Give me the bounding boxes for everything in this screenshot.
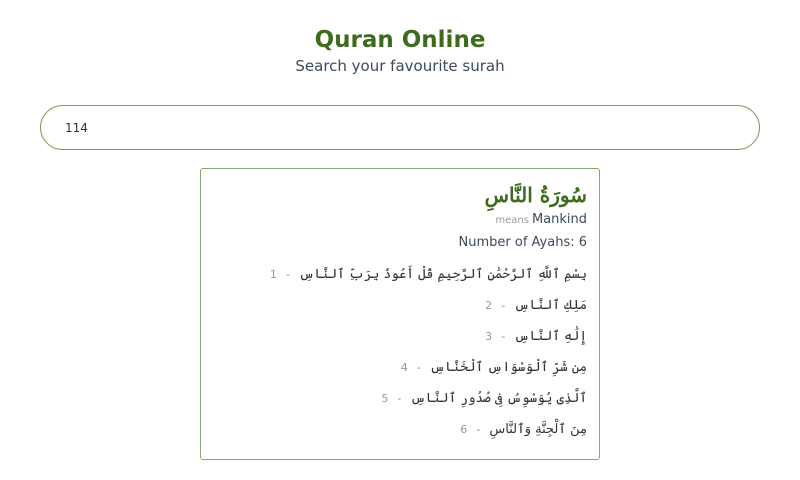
ayah-count: Number of Ayahs: 6 bbox=[458, 235, 587, 250]
ayah-number: 3 bbox=[485, 330, 493, 343]
ayah-item bbox=[213, 355, 587, 386]
ayah-item bbox=[213, 262, 587, 293]
surah-meaning: Mankind bbox=[531, 212, 587, 227]
means-label: means bbox=[495, 215, 529, 226]
ayah-separator: - bbox=[476, 423, 481, 436]
app-subtitle: Search your favourite surah bbox=[295, 57, 505, 75]
ayah-separator: - bbox=[286, 268, 290, 281]
ayah-text: مِنَ ٱلْجِنَّةِ وَٱلنَّاسِ bbox=[489, 422, 587, 437]
page-header bbox=[0, 26, 800, 76]
ayah-text: مَلِكِ ٱلنَّاسِ bbox=[514, 298, 587, 313]
app-title: Quran Online bbox=[314, 27, 486, 53]
search-input[interactable] bbox=[40, 105, 760, 150]
surah-meaning-row bbox=[213, 209, 587, 230]
ayah-item bbox=[213, 386, 587, 417]
ayah-text: مِن شَرِّ ٱلْوَسْوَاسِ ٱلْخَنَّاسِ bbox=[429, 360, 587, 375]
ayah-separator: - bbox=[501, 299, 506, 312]
ayah-item bbox=[213, 293, 587, 324]
ayah-text: ٱلَّذِى يُوَسْوِسُ فِى صُدُورِ ٱلنَّاسِ bbox=[410, 391, 587, 406]
ayah-text: بِسْمِ ٱللَّهِ ٱلرَّحْمَٰنِ ٱلرَّحِيمِ قُلْ أَعُوذُ بِرَبِّ ٱلنَّاسِ bbox=[299, 267, 587, 282]
ayah-number: 4 bbox=[400, 361, 408, 374]
ayah-list bbox=[213, 262, 587, 448]
surah-name: سُورَةُ النَّاسِ bbox=[484, 183, 587, 207]
ayah-number: 2 bbox=[485, 299, 493, 312]
search-bar bbox=[40, 105, 760, 150]
ayah-number: 5 bbox=[381, 392, 389, 405]
ayah-separator: - bbox=[416, 361, 421, 374]
surah-card bbox=[200, 168, 600, 460]
ayah-number: 6 bbox=[460, 423, 468, 436]
ayah-separator: - bbox=[501, 330, 506, 343]
ayah-item bbox=[213, 417, 587, 448]
ayah-item bbox=[213, 324, 587, 355]
ayah-separator: - bbox=[397, 392, 402, 405]
ayah-number: 1 bbox=[269, 268, 277, 281]
ayah-text: إِلَٰهِ ٱلنَّاسِ bbox=[514, 329, 587, 344]
